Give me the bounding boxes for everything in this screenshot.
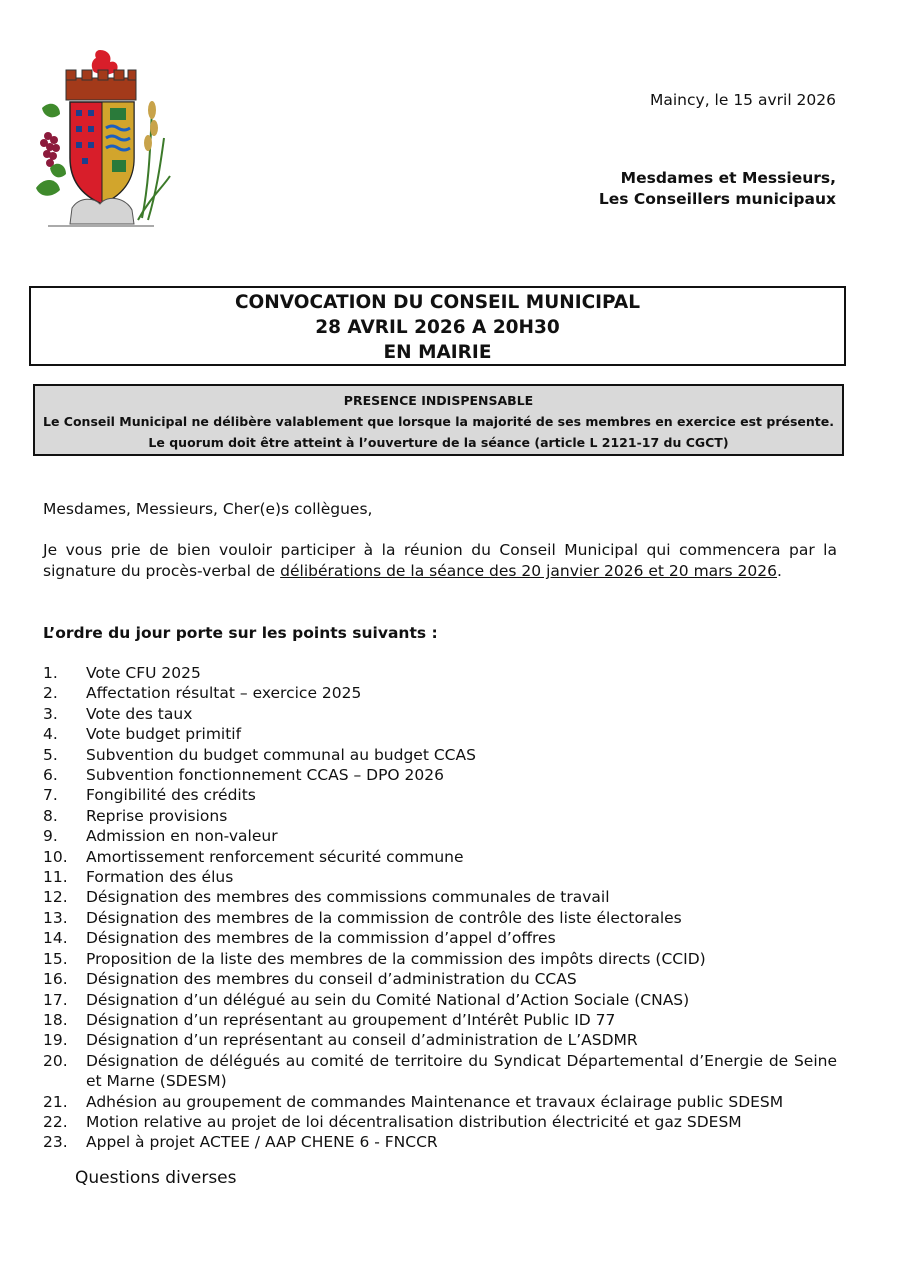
agenda-item-number: 3. <box>43 704 58 723</box>
presence-notice-box <box>33 384 844 456</box>
agenda-item <box>43 847 837 867</box>
agenda-item-number: 22. <box>43 1112 68 1131</box>
agenda-item <box>43 1112 837 1132</box>
convocation-title-box <box>29 286 846 366</box>
agenda-item-text: Désignation des membres de la commission d’appel d’offres <box>86 929 556 948</box>
agenda-item <box>43 1092 837 1112</box>
agenda-item-text: Appel à projet ACTEE / AAP CHENE 6 - FNCCR <box>86 1133 438 1152</box>
agenda-item-number: 19. <box>43 1031 68 1050</box>
agenda-item-number: 1. <box>43 664 58 682</box>
agenda-item-number: 8. <box>43 806 58 825</box>
agenda-item <box>43 1051 837 1092</box>
agenda-item-text: Reprise provisions <box>86 806 228 825</box>
place-date: Maincy, le 15 avril 2026 <box>650 91 836 109</box>
agenda-item <box>43 887 837 907</box>
agenda-item-number: 20. <box>43 1051 68 1070</box>
agenda-item-text: Affectation résultat – exercice 2025 <box>86 684 362 703</box>
title-line-2: 28 AVRIL 2026 A 20H30 <box>315 317 560 338</box>
agenda-item-number: 15. <box>43 949 68 968</box>
greeting: Mesdames, Messieurs, Cher(e)s collègues, <box>43 500 373 518</box>
agenda-item <box>43 1030 837 1050</box>
agenda-item <box>43 969 837 989</box>
agenda-item-number: 16. <box>43 970 68 989</box>
agenda-item <box>43 704 837 724</box>
agenda-item <box>43 724 837 744</box>
questions-diverses: Questions diverses <box>75 1168 237 1188</box>
recipients-line-1: Mesdames et Messieurs, <box>620 169 836 187</box>
agenda-item <box>43 867 837 887</box>
agenda-item-text: Admission en non-valeur <box>86 827 278 846</box>
agenda-item-text: Formation des élus <box>86 868 234 887</box>
agenda-item <box>43 785 837 805</box>
agenda-item-number: 9. <box>43 827 58 846</box>
agenda-item-number: 11. <box>43 868 68 887</box>
agenda-item-text: Proposition de la liste des membres de la commission des impôts directs (CCID) <box>86 949 706 968</box>
coat-of-arms-logo <box>30 48 172 230</box>
agenda-item-number: 4. <box>43 725 58 744</box>
agenda-item-text: Vote des taux <box>86 704 193 723</box>
agenda-item <box>43 1132 837 1152</box>
agenda-item-number: 12. <box>43 888 68 907</box>
agenda-item-text: Subvention du budget communal au budget CCAS <box>86 745 476 764</box>
agenda-item-number: 14. <box>43 929 68 948</box>
agenda-item-number: 10. <box>43 847 68 866</box>
agenda-item-number: 18. <box>43 1010 68 1029</box>
agenda-list <box>43 663 837 1153</box>
agenda-item <box>43 826 837 846</box>
agenda-item-text: Adhésion au groupement de commandes Maintenance et travaux éclairage public SDESM <box>86 1092 784 1111</box>
title-line-1: CONVOCATION DU CONSEIL MUNICIPAL <box>234 292 641 313</box>
agenda-item <box>43 1010 837 1030</box>
agenda-item <box>43 908 837 928</box>
agenda-item-text: Vote CFU 2025 <box>86 664 201 682</box>
agenda-item-number: 13. <box>43 908 68 927</box>
agenda-title: L’ordre du jour porte sur les points suivants : <box>43 624 438 642</box>
agenda-item-number: 21. <box>43 1092 68 1111</box>
agenda-item-text: Amortissement renforcement sécurité commune <box>86 847 464 866</box>
agenda-item-number: 23. <box>43 1133 68 1152</box>
agenda-item-text: Désignation d’un délégué au sein du Comité National d’Action Sociale (CNAS) <box>86 990 690 1009</box>
agenda-item-text: Subvention fonctionnement CCAS – DPO 2026 <box>86 766 444 785</box>
agenda-item <box>43 663 837 683</box>
notice-line-1: Le Conseil Municipal ne délibère valablement que lorsque la majorité de ses membres en exercice est présente. <box>43 414 834 429</box>
intro-text-end: . <box>777 562 782 580</box>
intro-paragraph <box>43 540 837 582</box>
notice-line-2: Le quorum doit être atteint à l’ouverture de la séance (article L 2121-17 du CGCT) <box>148 435 729 450</box>
agenda-item <box>43 928 837 948</box>
agenda-item-text: Désignation d’un représentant au conseil d’administration de L’ASDMR <box>86 1031 638 1050</box>
agenda-item-number: 5. <box>43 745 58 764</box>
title-line-3: EN MAIRIE <box>383 342 492 363</box>
agenda-item <box>43 806 837 826</box>
agenda-item-text: Désignation de délégués au comité de territoire du Syndicat Départemental d’Energie de Seine et Marne (SDESM) <box>86 1051 837 1091</box>
agenda-item <box>43 949 837 969</box>
agenda-item-text: Désignation des membres de la commission de contrôle des liste électorales <box>86 908 682 927</box>
agenda-item-text: Motion relative au projet de loi décentralisation distribution électricité et gaz SDESM <box>86 1112 742 1131</box>
intro-underlined-reference: délibérations de la séance des 20 janvier 2026 et 20 mars 2026 <box>280 562 777 580</box>
agenda-item-text: Désignation des membres du conseil d’administration du CCAS <box>86 970 577 989</box>
agenda-item <box>43 765 837 785</box>
agenda-item <box>43 990 837 1010</box>
agenda-item-text: Désignation d’un représentant au groupement d’Intérêt Public ID 77 <box>86 1010 616 1029</box>
agenda-item-number: 6. <box>43 766 58 785</box>
agenda-item-text: Vote budget primitif <box>86 725 242 744</box>
recipients <box>599 168 836 210</box>
agenda-item-text: Fongibilité des crédits <box>86 786 256 805</box>
recipients-line-2: Les Conseillers municipaux <box>598 190 836 208</box>
agenda-item-number: 2. <box>43 684 58 703</box>
agenda-item-number: 7. <box>43 786 58 805</box>
notice-heading: PRESENCE INDISPENSABLE <box>343 393 534 408</box>
agenda-item <box>43 683 837 703</box>
intro-text-start: Je vous prie de bien vouloir participer à la réunion du Conseil Municipal qui commencera par la signature du procès-verbal de <box>43 541 837 580</box>
agenda-item-text: Désignation des membres des commissions communales de travail <box>86 888 610 907</box>
agenda-item <box>43 745 837 765</box>
agenda-item-number: 17. <box>43 990 68 1009</box>
